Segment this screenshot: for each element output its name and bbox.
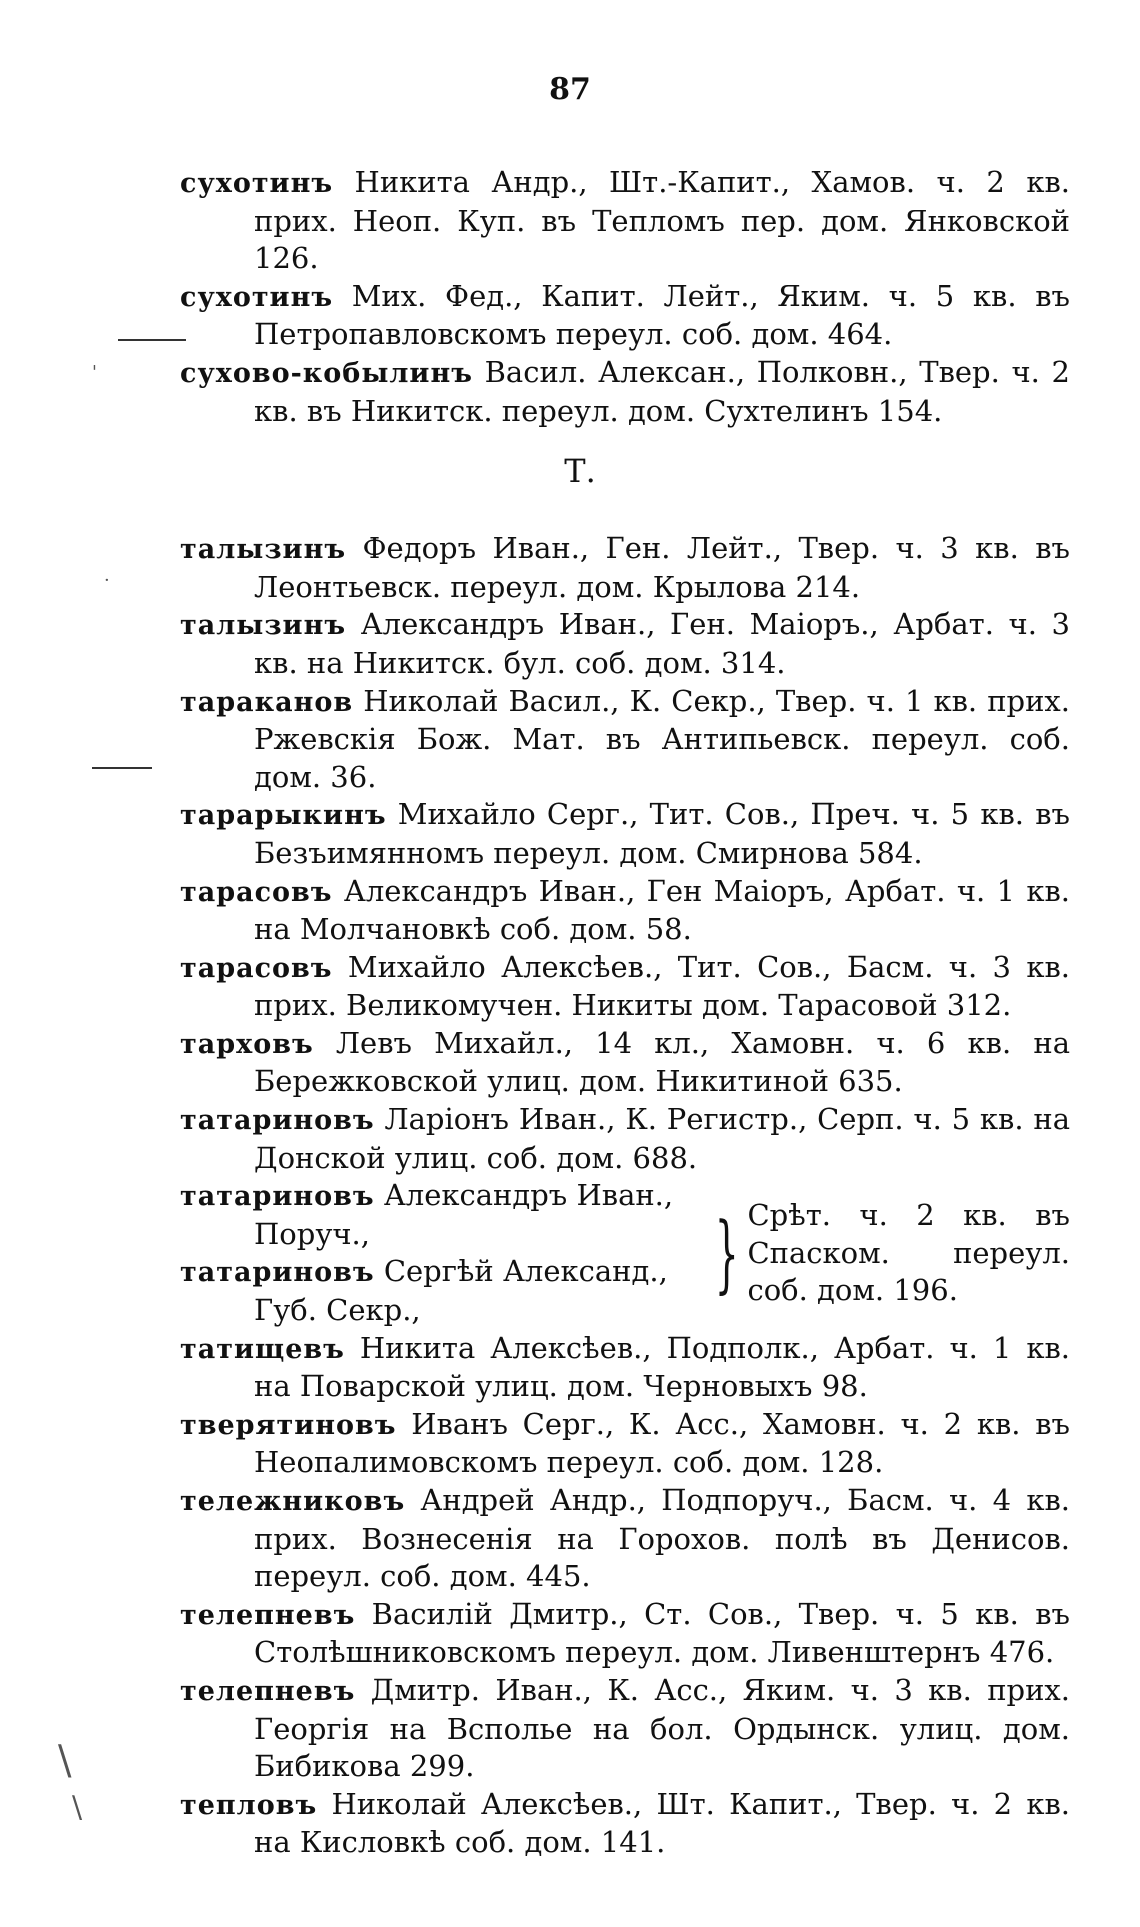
print-mark: \ bbox=[58, 1738, 72, 1784]
section-heading: Т. bbox=[564, 452, 596, 491]
entry-details: Мих. Фед., Капит. Лейт., Яким. ч. 5 кв. въ Петропавловскомъ переул. соб. дом. 464. bbox=[254, 278, 1070, 352]
entry-surname: тараканов bbox=[180, 686, 354, 718]
entry-details: Федоръ Иван., Ген. Лейт., Твер. ч. 3 кв. въ Леонтьевск. переул. дом. Крылова 214. bbox=[254, 531, 1071, 604]
directory-entries bbox=[180, 164, 1070, 1862]
print-mark: · bbox=[104, 570, 110, 591]
group-names bbox=[180, 1177, 708, 1329]
entry-surname: татищевъ bbox=[180, 1333, 345, 1365]
entry-surname: телепневъ bbox=[180, 1675, 356, 1707]
entry-surname: татариновъ bbox=[180, 1181, 375, 1213]
directory-entry bbox=[180, 949, 1070, 1025]
directory-entry bbox=[180, 873, 1070, 949]
entry-details: Дмитр. Иван., К. Асс., Яким. ч. 3 кв. прих. Георгія на Всполье на бол. Ордынск. улиц. дом. Бибикова 299. bbox=[254, 1672, 1070, 1784]
directory-entry bbox=[180, 1406, 1070, 1482]
entry-details: Никита Алексѣев., Подполк., Арбат. ч. 1 кв. на Поварской улиц. дом. Черновыхъ 98. bbox=[254, 1330, 1071, 1404]
directory-entry bbox=[180, 1330, 1070, 1406]
entry-details: Александръ Иван., Ген. Маіоръ., Арбат. ч. 3 кв. на Никитск. бул. соб. дом. 314. bbox=[254, 607, 1071, 680]
entry-details: Ларіонъ Иван., К. Регистр., Серп. ч. 5 кв. на Донской улиц. соб. дом. 688. bbox=[254, 1102, 1070, 1175]
directory-entry bbox=[180, 1786, 1070, 1862]
entry-surname: тарасовъ bbox=[180, 876, 333, 908]
directory-entry bbox=[180, 1253, 708, 1329]
directory-entry bbox=[180, 1025, 1070, 1101]
directory-entry bbox=[180, 164, 1070, 278]
margin-dash bbox=[92, 767, 152, 769]
directory-entry bbox=[180, 530, 1070, 606]
entry-details: Михайло Алексѣев., Тит. Сов., Басм. ч. 3 кв. прих. Великомучен. Никиты дом. Тарасовой 312. bbox=[254, 949, 1070, 1023]
entry-details: Александръ Иван., Поруч., bbox=[254, 1178, 674, 1251]
entry-surname: талызинъ bbox=[180, 610, 347, 642]
curly-brace: } bbox=[714, 1204, 739, 1303]
entry-surname: сухотинъ bbox=[180, 281, 334, 313]
page-number: 87 bbox=[549, 72, 591, 107]
entry-surname: телепневъ bbox=[180, 1599, 356, 1631]
entry-details: Александръ Иван., Ген Маіоръ, Арбат. ч. 1 кв. на Молчановкѣ соб. дом. 58. bbox=[254, 873, 1071, 947]
entry-details: Иванъ Серг., К. Асс., Хамовн. ч. 2 кв. въ Неопалимовскомъ переул. соб. дом. 128. bbox=[254, 1406, 1070, 1480]
entry-details: Андрей Андр., Подпоруч., Басм. ч. 4 кв. прих. Вознесенія на Горохов. полѣ въ Денисов. переул. соб. дом. 445. bbox=[254, 1483, 1070, 1594]
directory-entry bbox=[180, 354, 1070, 430]
entry-details: Сергѣй Александ., Губ. Секр., bbox=[254, 1254, 668, 1328]
entry-surname: тверятиновъ bbox=[180, 1409, 397, 1441]
print-mark: \ bbox=[72, 1790, 83, 1825]
directory-entry bbox=[180, 683, 1070, 797]
directory-entry bbox=[180, 278, 1070, 354]
entry-details: Левъ Михайл., 14 кл., Хамовн. ч. 6 кв. на Бережковской улиц. дом. Никитиной 635. bbox=[254, 1025, 1070, 1099]
entry-surname: татариновъ bbox=[180, 1257, 375, 1289]
entry-details: Никита Андр., Шт.-Капит., Хамов. ч. 2 кв. прих. Неоп. Куп. въ Тепломъ пер. дом. Янковской 126. bbox=[254, 165, 1070, 276]
entry-details: Николай Алексѣев., Шт. Капит., Твер. ч. 2 кв. на Кисловкѣ соб. дом. 141. bbox=[254, 1786, 1070, 1860]
entry-surname: тарасовъ bbox=[180, 952, 333, 984]
entry-details: Михайло Серг., Тит. Сов., Преч. ч. 5 кв. въ Безъимянномъ переул. дом. Смирнова 584. bbox=[254, 797, 1071, 870]
entry-surname: сухово-кобылинъ bbox=[180, 357, 473, 389]
print-mark: ' bbox=[92, 362, 97, 383]
entry-surname: тарховъ bbox=[180, 1028, 314, 1060]
directory-entry bbox=[180, 796, 1070, 872]
entry-surname: татариновъ bbox=[180, 1105, 375, 1137]
entry-surname: талызинъ bbox=[180, 534, 347, 566]
directory-entry bbox=[180, 1672, 1070, 1786]
shared-address-group bbox=[180, 1177, 1070, 1329]
directory-entry bbox=[180, 1596, 1070, 1672]
entry-details: Василій Дмитр., Ст. Сов., Твер. ч. 5 кв. въ Столѣшниковскомъ переул. дом. Ливенштернъ 476. bbox=[254, 1596, 1070, 1670]
group-address: Срѣт. ч. 2 кв. въ Спаском. переул. соб. дом. 196. bbox=[747, 1198, 1070, 1308]
directory-entry bbox=[180, 1482, 1070, 1596]
entry-surname: сухотинъ bbox=[180, 168, 334, 199]
entry-details: Николай Васил., К. Секр., Твер. ч. 1 кв. прих. Ржевскія Бож. Мат. въ Антипьевск. переул. соб. дом. 36. bbox=[254, 683, 1071, 794]
entry-surname: тепловъ bbox=[180, 1789, 318, 1821]
entry-surname: тарарыкинъ bbox=[180, 800, 387, 832]
entry-surname: тележниковъ bbox=[180, 1486, 406, 1517]
directory-entry bbox=[180, 606, 1070, 682]
entry-details: Васил. Алексан., Полковн., Твер. ч. 2 кв. въ Никитск. переул. дом. Сухтелинъ 154. bbox=[254, 354, 1070, 428]
margin-dash bbox=[118, 339, 186, 341]
directory-entry bbox=[180, 1177, 708, 1253]
directory-entry bbox=[180, 1101, 1070, 1177]
